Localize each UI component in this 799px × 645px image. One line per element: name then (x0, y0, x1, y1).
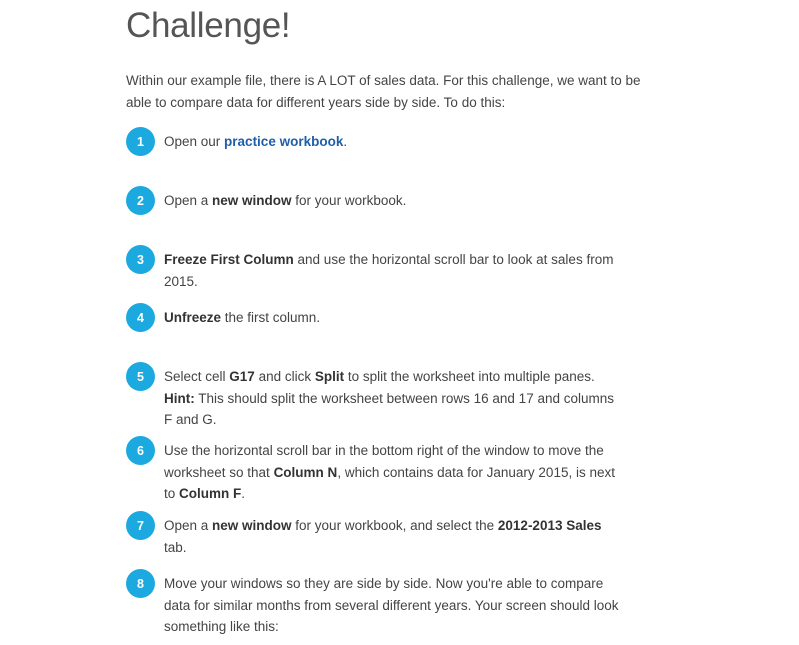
step-number-badge: 6 (126, 436, 155, 465)
step-text: Open a new window for your workbook. (164, 193, 407, 208)
step-text: Freeze First Column and use the horizontal scroll bar to look at sales from 2015. (164, 252, 614, 289)
practice-workbook-link[interactable]: practice workbook (224, 134, 344, 149)
step-text: Use the horizontal scroll bar in the bottom right of the window to move the worksheet so that Column N, which contains data for January 2015, is next to Column F. (164, 443, 615, 501)
step-text: Select cell G17 and click Split to split the worksheet into multiple panes. Hint: This should split the worksheet between rows 16 and 17 and columns F and G. (164, 369, 614, 427)
step-number-badge: 7 (126, 511, 155, 540)
step-number-badge: 5 (126, 362, 155, 391)
intro-paragraph: Within our example file, there is A LOT of sales data. For this challenge, we want to be able to compare data for different years side by side. To do this: (126, 73, 641, 110)
step-text: Open our practice workbook. (164, 134, 348, 149)
step-number-badge: 4 (126, 303, 155, 332)
step-number-badge: 1 (126, 127, 155, 156)
step-number-badge: 2 (126, 186, 155, 215)
step-text: Move your windows so they are side by side. Now you're able to compare data for similar months from several different years. Your screen should look something like this: (164, 576, 619, 634)
step-text: Unfreeze the first column. (164, 310, 321, 325)
step-text: Open a new window for your workbook, and select the 2012-2013 Sales tab. (164, 518, 602, 555)
page-title: Challenge! (126, 6, 291, 45)
step-number-badge: 3 (126, 245, 155, 274)
step-number-badge: 8 (126, 569, 155, 598)
